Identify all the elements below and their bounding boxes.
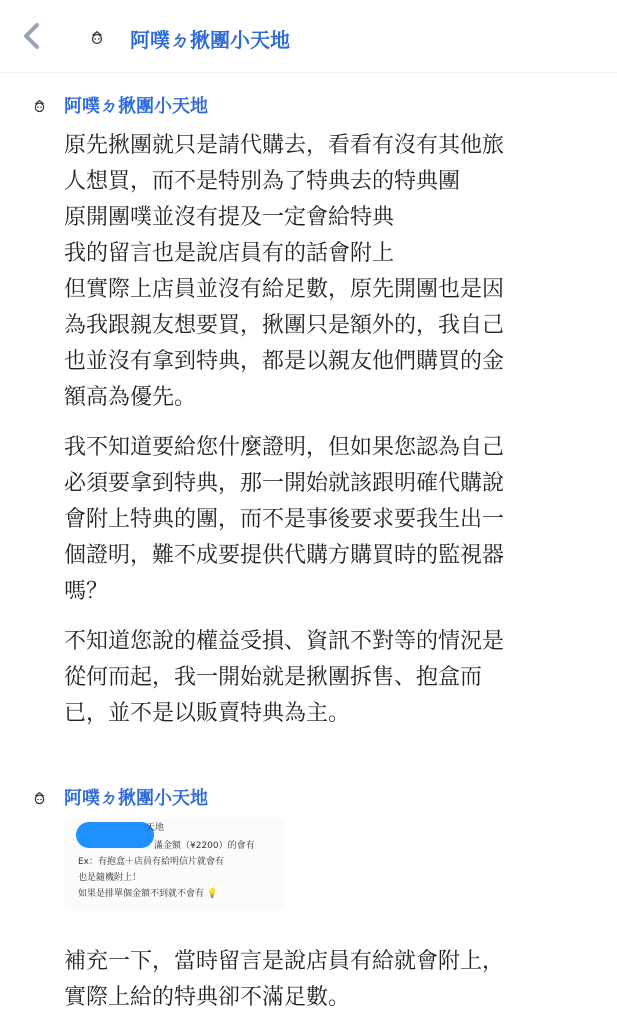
- thumbnail-text: 也是隨機附上！: [78, 873, 142, 883]
- message-body: [64, 128, 576, 732]
- chat-header: [0, 0, 617, 73]
- message-body: [64, 944, 576, 1016]
- message: [0, 92, 617, 746]
- message: [0, 784, 617, 1030]
- message-paragraph: 我不知道要給您什麼證明，但如果您認為自己 必須要拿到特典，那一開始就該跟明確代購說 會附上特典的團，而不是事後要求要我生出一 個證明，難不成要提供代購方購買時的監視器 嗎？: [64, 435, 505, 604]
- thumbnail-text: 天地: [146, 823, 165, 833]
- back-chevron-icon[interactable]: [18, 22, 44, 50]
- thumbnail-text: 如果是排單個金額不到就不會有 💡: [78, 889, 219, 899]
- sender-name[interactable]: 阿噗ㄉ揪團小天地: [64, 96, 208, 117]
- avatar-icon: [30, 97, 48, 115]
- message-paragraph: 原先揪團就只是請代購去，看看有沒有其他旅 人想買，而不是特別為了特典去的特典團 原開團噗並沒有提及一定會給特典 我的留言也是說店員有的話會附上 但實際上店員並沒有給足數，原先開團也是因 為我跟親友想要買，揪團只是額外的，我自己 也並沒有拿到特典，都是以親友他們購買的金 額高為優先。: [64, 133, 505, 410]
- sender-name[interactable]: 阿噗ㄉ揪團小天地: [64, 788, 208, 809]
- message-paragraph: 補充一下，當時留言是說店員有給就會附上， 實際上給的特典卻不滿足數。: [64, 949, 505, 1010]
- redaction-blob: [76, 822, 154, 848]
- avatar-icon: [30, 789, 48, 807]
- thumbnail-text: 滿金額（¥2200）的會有: [154, 841, 255, 851]
- message-sender: [0, 784, 617, 812]
- thumbnail-text: Ex：有抱盒＋店員有給明信片就會有: [78, 857, 225, 867]
- avatar-icon: [88, 29, 106, 47]
- page-title[interactable]: 阿噗ㄉ揪團小天地: [130, 28, 290, 52]
- message-paragraph: 不知道您說的權益受損、資訊不對等的情況是 從何而起，我一開始就是揪團拆售、抱盒而 已，並不是以販賣特典為主。: [64, 629, 505, 726]
- screenshot-thumbnail[interactable]: [64, 818, 284, 910]
- message-sender: [0, 92, 617, 120]
